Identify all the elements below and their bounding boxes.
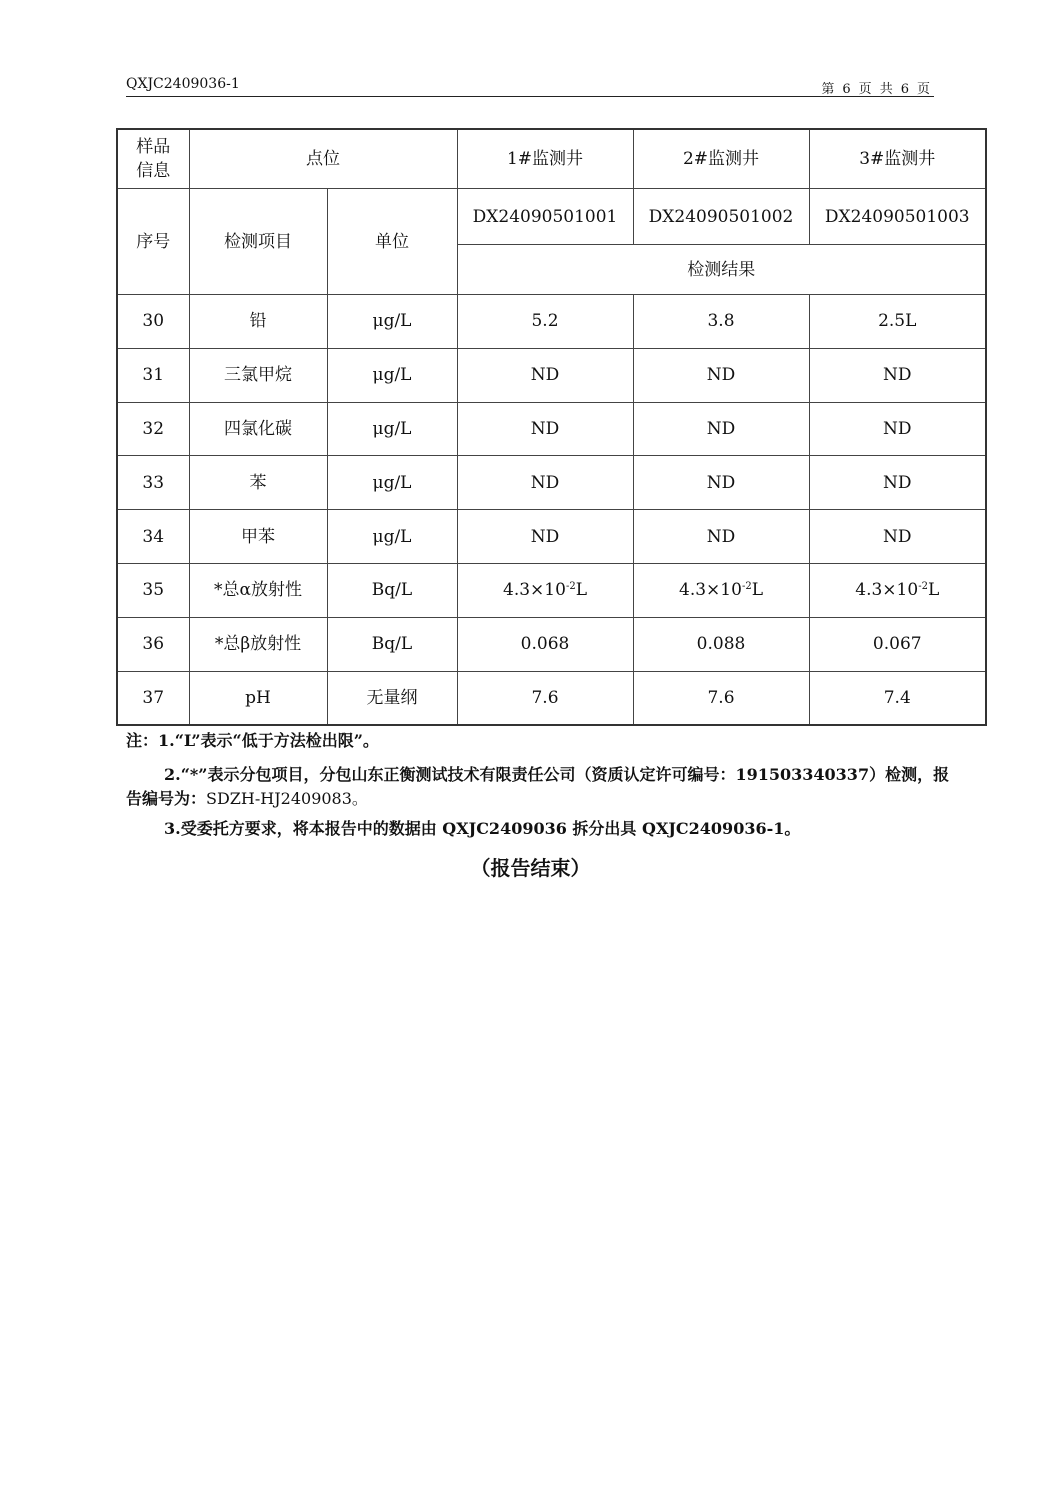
row-value-3: ND — [809, 510, 986, 564]
site-2-header: 2#监测井 — [633, 129, 809, 189]
row-no: 33 — [117, 456, 189, 510]
row-value-3: ND — [809, 348, 986, 402]
site-3-header: 3#监测井 — [809, 129, 986, 189]
table-row — [117, 563, 986, 617]
sample-id-3: DX24090501003 — [809, 189, 986, 245]
note-2 — [126, 763, 956, 811]
row-value-1: ND — [457, 456, 633, 510]
total-unit: 页 — [916, 82, 930, 97]
row-value-3: ND — [809, 456, 986, 510]
row-value-3: 2.5L — [809, 295, 986, 349]
row-item: *总α放射性 — [189, 563, 327, 617]
row-value-1: ND — [457, 402, 633, 456]
table-header-row — [117, 189, 986, 245]
results-table — [116, 128, 987, 726]
sample-info-header: 样品信息 — [117, 129, 189, 189]
item-header: 检测项目 — [189, 189, 327, 295]
row-value-2: ND — [633, 402, 809, 456]
total-label: 共 — [879, 82, 893, 97]
notes-section — [126, 729, 956, 841]
row-item: 苯 — [189, 456, 327, 510]
row-no: 34 — [117, 510, 189, 564]
table-row — [117, 402, 986, 456]
row-no: 36 — [117, 617, 189, 671]
row-unit: μg/L — [327, 510, 457, 564]
row-item: 四氯化碳 — [189, 402, 327, 456]
site-1-header: 1#监测井 — [457, 129, 633, 189]
row-value-2: ND — [633, 510, 809, 564]
unit-header: 单位 — [327, 189, 457, 295]
row-unit: Bq/L — [327, 617, 457, 671]
row-item: pH — [189, 671, 327, 725]
row-item: 三氯甲烷 — [189, 348, 327, 402]
sample-id-1: DX24090501001 — [457, 189, 633, 245]
row-unit: Bq/L — [327, 563, 457, 617]
row-item: *总β放射性 — [189, 617, 327, 671]
row-value-2: 3.8 — [633, 295, 809, 349]
row-no: 31 — [117, 348, 189, 402]
row-value-3: $4.3\times 10^{-2}L$ — [809, 563, 986, 617]
page-total: 6 — [900, 82, 909, 97]
row-value-2: ND — [633, 348, 809, 402]
row-value-2: $4.3\times 10^{-2}L$ — [633, 563, 809, 617]
row-unit: μg/L — [327, 456, 457, 510]
page-current: 6 — [842, 82, 851, 97]
note-2-text: 2.“*”表示分包项目，分包山东正衡测试技术有限责任公司（资质认定许可编号：191503340337）检测，报告编号为： — [126, 765, 950, 808]
table-row — [117, 348, 986, 402]
row-unit: μg/L — [327, 295, 457, 349]
table-row — [117, 295, 986, 349]
row-unit: μg/L — [327, 348, 457, 402]
row-value-3: 0.067 — [809, 617, 986, 671]
row-value-1: ND — [457, 510, 633, 564]
sample-id-2: DX24090501002 — [633, 189, 809, 245]
row-no: 32 — [117, 402, 189, 456]
row-unit: μg/L — [327, 402, 457, 456]
table-row — [117, 617, 986, 671]
row-value-1: 5.2 — [457, 295, 633, 349]
seq-header: 序号 — [117, 189, 189, 295]
page-label: 第 — [821, 82, 835, 97]
row-no: 35 — [117, 563, 189, 617]
location-header: 点位 — [189, 129, 457, 189]
table-row — [117, 671, 986, 725]
table-row — [117, 510, 986, 564]
row-item: 甲苯 — [189, 510, 327, 564]
page-indicator — [817, 78, 934, 97]
row-unit: 无量纲 — [327, 671, 457, 725]
row-value-1: 7.6 — [457, 671, 633, 725]
row-no: 30 — [117, 295, 189, 349]
row-value-1: 0.068 — [457, 617, 633, 671]
row-no: 37 — [117, 671, 189, 725]
note-3: 3.受委托方要求，将本报告中的数据由 QXJC2409036 拆分出具 QXJC2409036-1。 — [164, 819, 801, 838]
page-header — [126, 76, 934, 97]
row-value-1: $4.3\times 10^{-2}L$ — [457, 563, 633, 617]
row-value-2: ND — [633, 456, 809, 510]
row-value-2: 0.088 — [633, 617, 809, 671]
row-value-3: 7.4 — [809, 671, 986, 725]
note-1: 注：1.“L”表示“低于方法检出限”。 — [126, 731, 379, 750]
row-value-3: ND — [809, 402, 986, 456]
page-unit: 页 — [858, 82, 872, 97]
report-end-label: （报告结束） — [470, 856, 591, 880]
row-item: 铅 — [189, 295, 327, 349]
note-2-report-no: SDZH-HJ2409083。 — [206, 789, 368, 808]
table-row — [117, 456, 986, 510]
row-value-2: 7.6 — [633, 671, 809, 725]
row-value-1: ND — [457, 348, 633, 402]
result-header: 检测结果 — [457, 245, 986, 295]
table-header-row — [117, 129, 986, 189]
report-number: QXJC2409036-1 — [126, 76, 240, 92]
